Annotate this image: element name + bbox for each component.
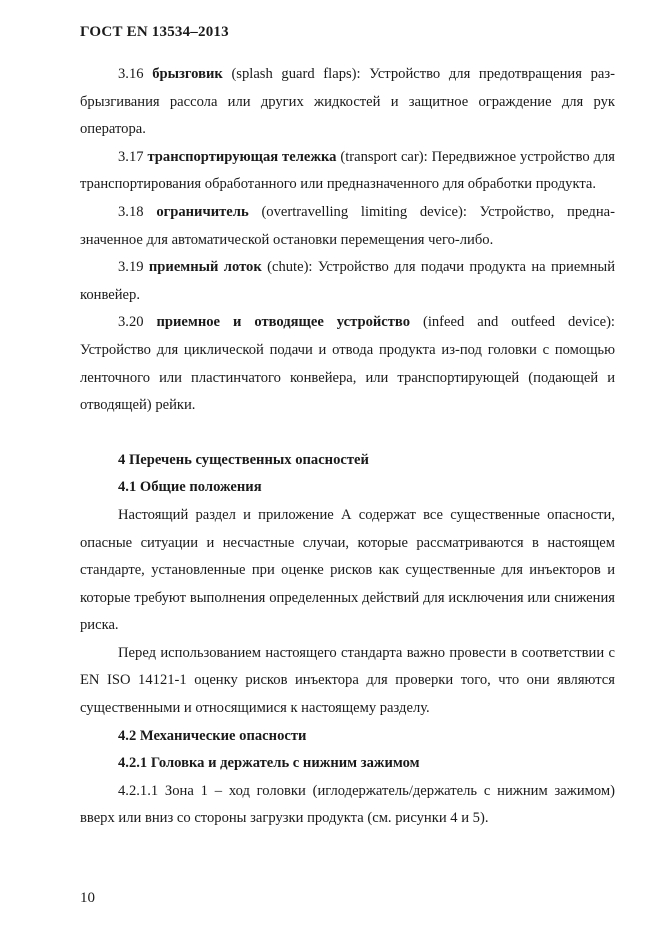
definition-text: Устройство для предотвращения разбрызгивания рассола или других жидкостей и защитное ограждение для рук оператора.: [80, 66, 615, 138]
section-spacer: [80, 420, 615, 447]
definition-term: ограничитель: [156, 203, 249, 220]
definition-term: транспортирующая тележка: [147, 148, 337, 165]
definition-3-19: [80, 254, 615, 309]
definition-term: приемное и отводящее устройство: [156, 314, 411, 331]
definition-3-20: [80, 309, 615, 419]
section-4-2-title: 4.2 Механические опасности: [118, 727, 307, 744]
definition-3-18: [80, 199, 615, 254]
definition-number: 3.16: [118, 66, 144, 82]
section-4-1-paragraph-1: Настоящий раздел и приложение А содержат все существенные опасности, опасные ситуации и несчастные случаи, которые рассматриваются в настоящем стандарте, установленные при оценке рисков как существенные для инъекторов и которые требуют выполнения определенных действий для исключения или снижения риска.: [80, 506, 615, 634]
definition-number: 3.17: [118, 148, 144, 165]
definition-text: Устройство для подачи продукта на приемный конвейер.: [80, 259, 616, 303]
definition-term: приемный лоток: [148, 259, 262, 276]
section-4-title: 4 Перечень существенных опасностей: [118, 451, 369, 468]
section-4-1-title: 4.1 Общие положения: [118, 479, 262, 496]
definition-original: (transport car):: [340, 148, 428, 165]
section-4-2-1-1-paragraph: 4.2.1.1 Зона 1 – ход головки (иглодержатель/держатель с нижним зажимом) вверх или вниз со стороны загрузки продукта (см. рисунки 4 и 5).: [80, 782, 615, 827]
definition-number: 3.20: [118, 314, 144, 331]
section-4-2-1-title: 4.2.1 Головка и держатель с нижним зажимом: [118, 755, 420, 772]
definition-text: Устройство, предназначенное для автоматической остановки перемещения чего-либо.: [80, 203, 615, 248]
definition-3-17: [80, 144, 615, 199]
definition-original: (overtravelling limiting device):: [261, 203, 467, 220]
definition-text: Передвижное устройство для транспортирования обработанного или предназначенного для обработки продукта.: [80, 148, 616, 193]
definition-number: 3.19: [118, 259, 144, 276]
definition-original: (splash guard flaps):: [231, 66, 361, 82]
definition-3-16: [80, 61, 615, 144]
page-number: 10: [80, 890, 95, 906]
definition-original: (chute):: [267, 259, 313, 276]
page-content: [80, 61, 615, 833]
definition-number: 3.18: [118, 203, 144, 220]
definition-text: Устройство для циклической подачи и отвода продукта из-под головки с помощью ленточного или пластинчатого конвейера, или транспортирующей (подающей и отводящей) рейки.: [80, 341, 615, 414]
definition-original: (infeed and outfeed device):: [422, 314, 615, 331]
section-4-1-paragraph-2: Перед использованием настоящего стандарта важно провести в соответствии с EN ISO 14121-1 оценку рисков инъектора для проверки того, что они являются существенными и относящимися к настоящему разделу.: [80, 644, 615, 717]
definition-term: брызговик: [152, 66, 223, 82]
document-header: ГОСТ EN 13534–2013: [80, 24, 229, 40]
